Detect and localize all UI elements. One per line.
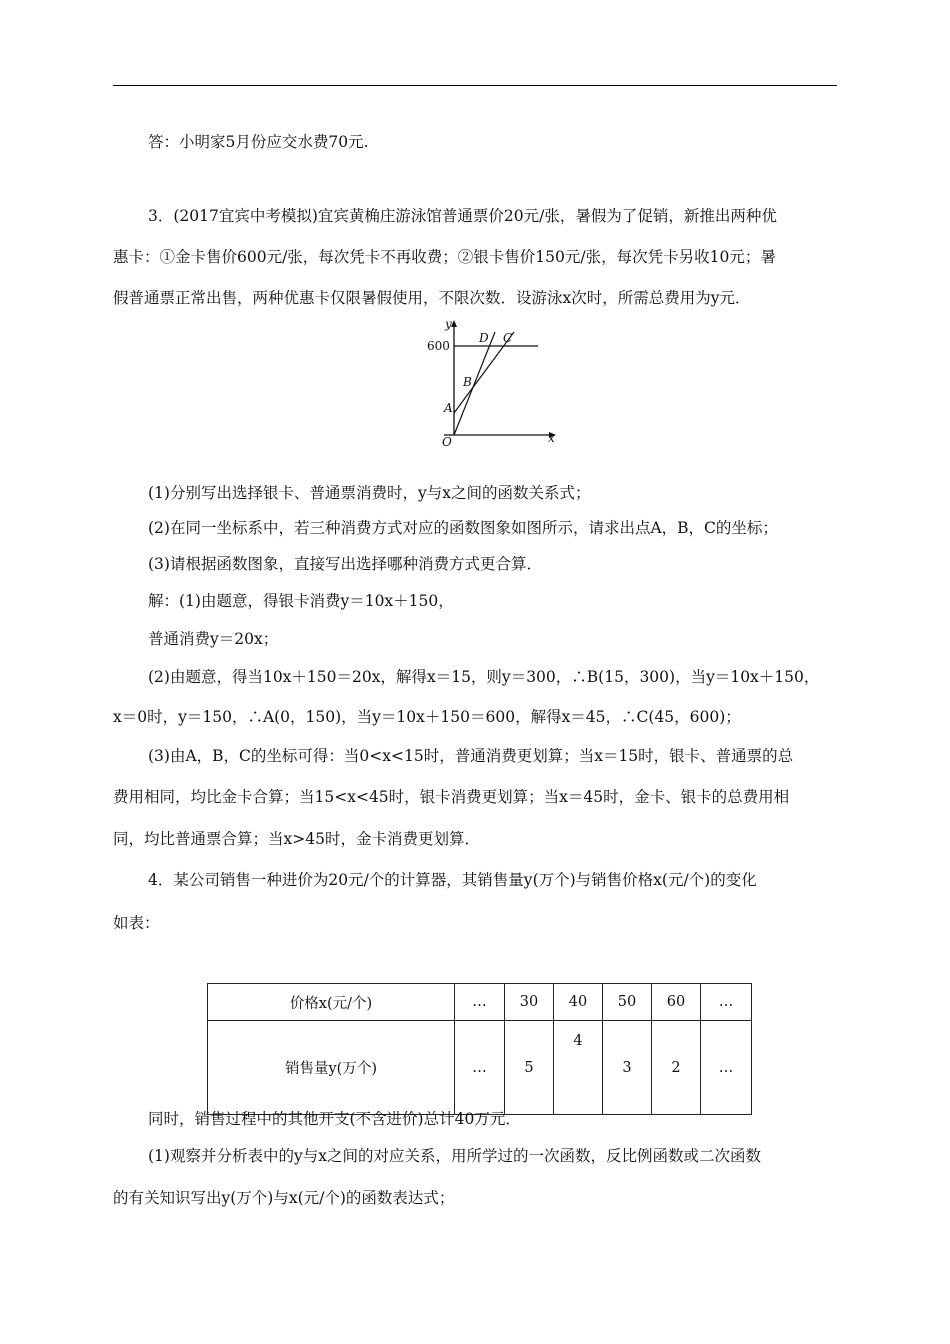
table-cell: 4 <box>554 1021 603 1115</box>
q3-part-1: (1)分别写出选择银卡、普通票消费时，y与x之间的函数关系式； <box>148 484 591 502</box>
table-cell: 销售量y(万个) <box>208 1021 455 1115</box>
q3-solution-2: 普通消费y＝20x； <box>148 630 279 648</box>
origin-label: O <box>442 435 452 449</box>
x-axis-label: x <box>548 431 555 445</box>
point-d-label: D <box>479 331 489 345</box>
table-row <box>208 1021 752 1115</box>
q3-solution-1: 解：(1)由题意，得银卡消费y＝10x＋150， <box>148 592 454 610</box>
table-cell: 40 <box>554 984 603 1021</box>
q4-line-1: 4．某公司销售一种进价为20元/个的计算器，其销售量y(万个)与销售价格x(元/个)的变化 <box>148 871 757 889</box>
previous-answer: 答：小明家5月份应交水费70元. <box>148 133 369 151</box>
q3-line-3: 假普通票正常出售，两种优惠卡仅限暑假使用，不限次数．设游泳x次时，所需总费用为y元． <box>113 289 751 307</box>
q4-after-table: 同时，销售过程中的其他开支(不含进价)总计40万元． <box>148 1110 521 1128</box>
header-rule <box>113 85 837 86</box>
q3-solution-4: x＝0时，y＝150，∴A(0，150)，当y＝10x＋150＝600，解得x＝45，∴C(45，600)； <box>113 708 741 726</box>
point-a-label: A <box>444 401 453 415</box>
table-cell: 5 <box>505 1021 554 1115</box>
y-axis-label: y <box>445 317 452 331</box>
y-tick-600: 600 <box>427 339 450 353</box>
table-cell: … <box>701 984 752 1021</box>
table-cell: 价格x(元/个) <box>208 984 455 1021</box>
q3-solution-3: (2)由题意，得当10x＋150＝20x，解得x＝15，则y＝300，∴B(15，300)，当y＝10x＋150， <box>148 668 820 686</box>
regular-ticket-line <box>454 332 495 435</box>
q3-solution-6: 费用相同，均比金卡合算；当15<x<45时，银卡消费更划算；当x＝45时，金卡、银卡的总费用相 <box>113 788 790 806</box>
table-cell: 3 <box>603 1021 652 1115</box>
table-row <box>208 984 752 1021</box>
point-c-label: C <box>503 331 513 345</box>
q3-line-1: 3．(2017宜宾中考模拟)宜宾黄桷庄游泳馆普通票价20元/张，暑假为了促销，新推出两种优 <box>148 207 777 225</box>
q4-part-1-line-1: (1)观察并分析表中的y与x之间的对应关系，用所学过的一次函数，反比例函数或二次函数 <box>148 1147 761 1165</box>
graph-svg <box>420 318 570 456</box>
q3-line-2: 惠卡：①金卡售价600元/张，每次凭卡不再收费；②银卡售价150元/张，每次凭卡另收10元；暑 <box>113 248 776 266</box>
table-cell: 50 <box>603 984 652 1021</box>
table-cell: 30 <box>505 984 554 1021</box>
function-graph <box>420 318 570 456</box>
table-cell: 60 <box>652 984 701 1021</box>
point-b-label: B <box>463 375 472 389</box>
q4-part-1-line-2: 的有关知识写出y(万个)与x(元/个)的函数表达式； <box>113 1189 455 1207</box>
y-axis-arrow <box>451 320 457 327</box>
q4-line-2: 如表： <box>113 914 160 932</box>
table-cell: … <box>455 1021 505 1115</box>
q3-part-2: (2)在同一坐标系中，若三种消费方式对应的函数图象如图所示，请求出点A，B，C的坐标； <box>148 519 778 537</box>
q3-solution-7: 同，均比普通票合算；当x>45时，金卡消费更划算． <box>113 830 480 848</box>
table-cell: 2 <box>652 1021 701 1115</box>
price-sales-table <box>207 983 752 1115</box>
q3-solution-5: (3)由A，B，C的坐标可得：当0<x<15时，普通消费更划算；当x＝15时，银卡、普通票的总 <box>148 747 794 765</box>
table-cell: … <box>701 1021 752 1115</box>
q3-part-3: (3)请根据函数图象，直接写出选择哪种消费方式更合算． <box>148 555 542 573</box>
table-cell: … <box>455 984 505 1021</box>
